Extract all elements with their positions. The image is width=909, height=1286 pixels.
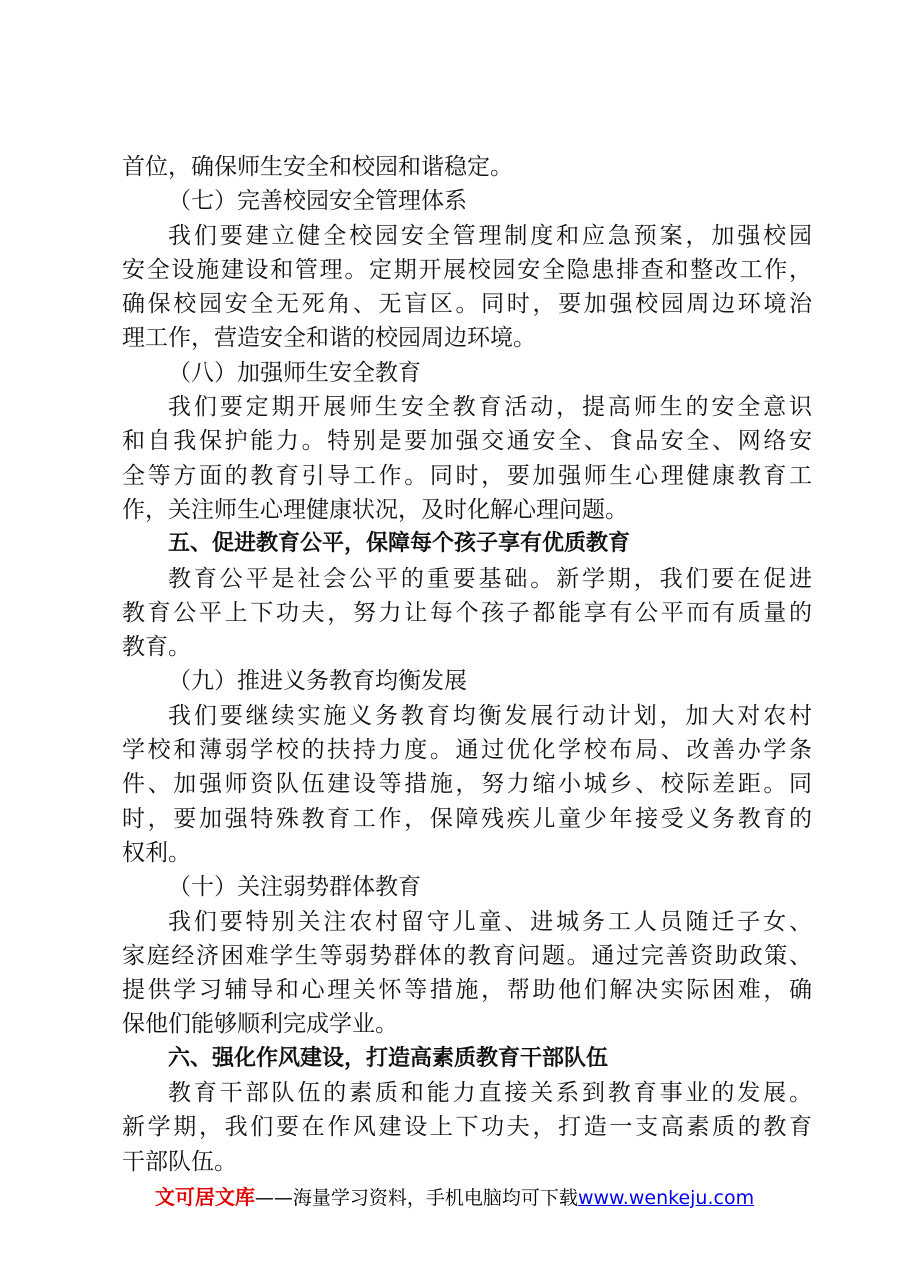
paragraph-line: 确保校园安全无死角、无盲区。同时，要加强校园周边环境治 bbox=[122, 291, 812, 318]
paragraph-line: 保他们能够顺利完成学业。 bbox=[122, 1011, 398, 1038]
subsection-heading-9: （九）推进义务教育均衡发展 bbox=[168, 668, 467, 695]
paragraph-line: 我们要特别关注农村留守儿童、进城务工人员随迁子女、 bbox=[168, 908, 812, 935]
paragraph-line: 教育公平上下功夫，努力让每个孩子都能享有公平而有质量的 bbox=[122, 599, 812, 626]
paragraph-line: 权利。 bbox=[122, 839, 191, 866]
footer-brand: 文可居文库 bbox=[154, 1185, 255, 1209]
paragraph-line: 提供学习辅导和心理关怀等措施，帮助他们解决实际困难，确 bbox=[122, 977, 812, 1004]
footer-url-link[interactable]: www.wenkeju.com bbox=[577, 1187, 755, 1209]
subsection-heading-10: （十）关注弱势群体教育 bbox=[168, 874, 421, 901]
paragraph-line: 和自我保护能力。特别是要加强交通安全、食品安全、网络安 bbox=[122, 428, 812, 455]
section-heading-5: 五、促进教育公平，保障每个孩子享有优质教育 bbox=[168, 531, 631, 557]
paragraph-line: 教育。 bbox=[122, 634, 191, 661]
paragraph-line: 首位，确保师生安全和校园和谐稳定。 bbox=[122, 154, 513, 180]
paragraph-line: 全等方面的教育引导工作。同时，要加强师生心理健康教育工 bbox=[122, 462, 812, 489]
paragraph-line: 我们要建立健全校园安全管理制度和应急预案，加强校园 bbox=[168, 222, 812, 249]
paragraph-line: 新学期，我们要在作风建设上下功夫，打造一支高素质的教育 bbox=[122, 1114, 812, 1141]
paragraph-line: 时，要加强特殊教育工作，保障残疾儿童少年接受义务教育的 bbox=[122, 805, 812, 832]
footer-banner bbox=[0, 1183, 909, 1212]
paragraph-line: 家庭经济困难学生等弱势群体的教育问题。通过完善资助政策、 bbox=[122, 942, 812, 969]
section-heading-6: 六、强化作风建设，打造高素质教育干部队伍 bbox=[168, 1045, 609, 1071]
paragraph-line: 作，关注师生心理健康状况，及时化解心理问题。 bbox=[122, 496, 628, 523]
subsection-heading-8: （八）加强师生安全教育 bbox=[168, 359, 421, 386]
paragraph-line: 教育公平是社会公平的重要基础。新学期，我们要在促进 bbox=[168, 565, 812, 592]
paragraph-line: 我们要定期开展师生安全教育活动，提高师生的安全意识 bbox=[168, 394, 812, 421]
paragraph-line: 教育干部队伍的素质和能力直接关系到教育事业的发展。 bbox=[168, 1080, 812, 1107]
paragraph-line: 理工作，营造安全和谐的校园周边环境。 bbox=[122, 325, 536, 352]
paragraph-line: 干部队伍。 bbox=[122, 1148, 237, 1175]
paragraph-line: 件、加强师资队伍建设等措施，努力缩小城乡、校际差距。同 bbox=[122, 771, 812, 798]
subsection-heading-7: （七）完善校园安全管理体系 bbox=[168, 188, 467, 215]
paragraph-line: 安全设施建设和管理。定期开展校园安全隐患排查和整改工作， bbox=[122, 256, 812, 283]
document-body bbox=[122, 150, 812, 1179]
footer-tagline: ——海量学习资料，手机电脑均可下载 bbox=[254, 1187, 578, 1209]
paragraph-line: 学校和薄弱学校的扶持力度。通过优化学校布局、改善办学条 bbox=[122, 737, 812, 764]
paragraph-line: 我们要继续实施义务教育均衡发展行动计划，加大对农村 bbox=[168, 702, 812, 729]
